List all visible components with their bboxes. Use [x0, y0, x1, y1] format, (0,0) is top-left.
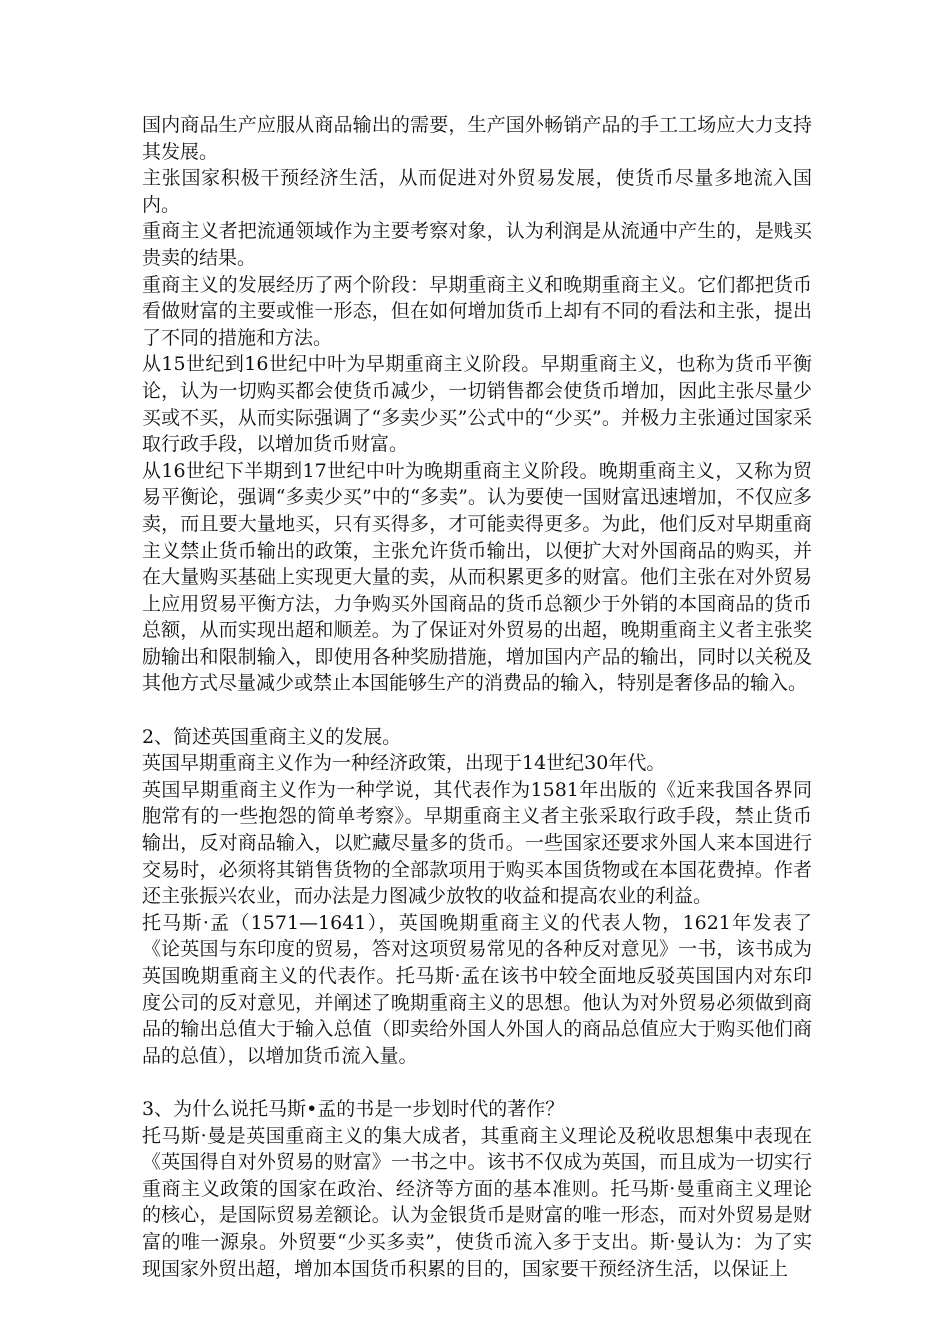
- paragraph: 主张国家积极干预经济生活，从而促进对外贸易发展，使货币尽量多地流入国内。: [142, 167, 812, 216]
- paragraph: 英国早期重商主义作为一种学说，其代表作为1581年出版的《近来我国各界同胞常有的一些抱怨的简单考察》。早期重商主义者主张采取行政手段，禁止货币输出，反对商品输入，以贮藏尽量多的货币。一些国家还要求外国人来本国进行交易时，必须将其销售货物的全部款项用于购买本国货物或在本国花费掉。作者还主张振兴农业，而办法是力图减少放牧的收益和提高农业的利益。: [142, 778, 812, 908]
- paragraph: 托马斯·曼是英国重商主义的集大成者，其重商主义理论及税收思想集中表现在《英国得自对外贸易的财富》一书之中。该书不仅成为英国，而且成为一切实行重商主义政策的国家在政治、经济等方面的基本准则。托马斯·曼重商主义理论的核心，是国际贸易差额论。认为金银货币是财富的唯一形态，而对外贸易是财富的唯一源泉。外贸要“少买多卖”，使货币流入多于支出。斯·曼认为：为了实现国家外贸出超，增加本国货币积累的目的，国家要干预经济生活，以保证上: [142, 1124, 812, 1280]
- section-heading: 2、简述英国重商主义的发展。: [142, 725, 402, 748]
- section-heading: 3、为什么说托马斯•孟的书是一步划时代的著作？: [142, 1097, 565, 1120]
- paragraph: 重商主义的发展经历了两个阶段：早期重商主义和晚期重商主义。它们都把货币看做财富的主要或惟一形态，但在如何增加货币上却有不同的看法和主张，提出了不同的措施和方法。: [142, 273, 812, 349]
- paragraph: 从15世纪到16世纪中叶为早期重商主义阶段。早期重商主义，也称为货币平衡论，认为一切购买都会使货币减少，一切销售都会使货币增加，因此主张尽量少买或不买，从而实际强调了“多卖少买”公式中的“少买”。并极力主张通过国家采取行政手段，以增加货币财富。: [142, 353, 812, 456]
- paragraph: 托马斯·孟（1571—1641），英国晚期重商主义的代表人物，1621年发表了《论英国与东印度的贸易，答对这项贸易常见的各种反对意见》一书，该书成为英国晚期重商主义的代表作。托马斯·孟在该书中较全面地反驳英国国内对东印度公司的反对意见，并阐述了晚期重商主义的思想。他认为对外贸易必须做到商品的输出总值大于输入总值（即卖给外国人外国人的商品总值应大于购买他们商品的总值），以增加货币流入量。: [142, 911, 812, 1067]
- paragraph: 重商主义者把流通领域作为主要考察对象，认为利润是从流通中产生的，是贱买贵卖的结果。: [142, 220, 812, 269]
- paragraph-spacer: [142, 697, 812, 724]
- paragraph: 英国早期重商主义作为一种经济政策，出现于14世纪30年代。: [142, 752, 666, 775]
- paragraph: 国内商品生产应服从商品输出的需要，生产国外畅销产品的手工工场应大力支持其发展。: [142, 114, 812, 163]
- paragraph: 从16世纪下半期到17世纪中叶为晚期重商主义阶段。晚期重商主义，又称为贸易平衡论，强调“多卖少买”中的“多卖”。认为要使一国财富迅速增加，不仅应多卖，而且要大量地买，只有买得多，才可能卖得更多。为此，他们反对早期重商主义禁止货币输出的政策，主张允许货币输出，以便扩大对外国商品的购买，并在大量购买基础上实现更大量的卖，从而积累更多的财富。他们主张在对外贸易上应用贸易平衡方法，力争购买外国商品的货币总额少于外销的本国商品的货币总额，从而实现出超和顺差。为了保证对外贸易的出超，晚期重商主义者主张奖励输出和限制输入，即使用各种奖励措施，增加国内产品的输出，同时以关税及其他方式尽量减少或禁止本国能够生产的消费品的输入，特别是奢侈品的输入。: [142, 459, 812, 695]
- document-body: [142, 112, 812, 1282]
- paragraph-spacer: [142, 1069, 812, 1096]
